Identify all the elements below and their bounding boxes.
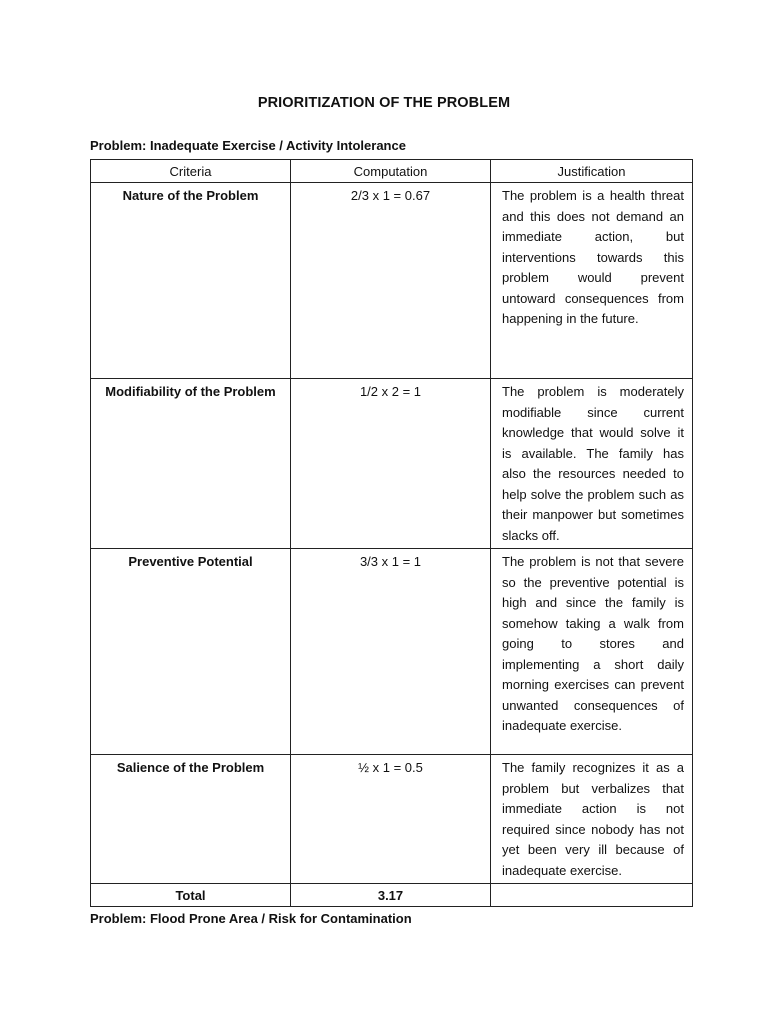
total-value: 3.17 — [291, 884, 491, 907]
justification-cell — [491, 755, 693, 884]
criteria-cell: Modifiability of the Problem — [91, 379, 291, 549]
header-justification: Justification — [491, 160, 693, 183]
criteria-cell: Salience of the Problem — [91, 755, 291, 884]
criteria-cell: Nature of the Problem — [91, 183, 291, 379]
table-header-row — [91, 160, 693, 183]
header-computation: Computation — [291, 160, 491, 183]
justification-text: The family recognizes it as a problem but verbalizes that immediate action is not required since nobody has not yet been very ill because of inadequate exercise. — [502, 760, 684, 878]
justification-text: The problem is not that severe so the preventive potential is high and since the family is somehow taking a walk from going to stores and implementing a short daily morning exercises can prevent unwanted consequences of inadequate exercise. — [502, 554, 684, 733]
table-row — [91, 549, 693, 755]
table-row — [91, 755, 693, 884]
computation-cell: 3/3 x 1 = 1 — [291, 549, 491, 755]
justification-text: The problem is moderately modifiable since current knowledge that would solve it is available. The family has also the resources needed to help solve the problem such as their manpower but sometimes slacks off. — [502, 384, 684, 543]
problem-statement-2: Problem: Flood Prone Area / Risk for Contamination — [90, 911, 412, 926]
header-criteria: Criteria — [91, 160, 291, 183]
total-justification — [491, 884, 693, 907]
prioritization-table — [90, 159, 693, 907]
justification-cell — [491, 183, 693, 379]
justification-text: The problem is a health threat and this does not demand an immediate action, but interventions towards this problem would prevent untoward consequences from happening in the future. — [502, 188, 684, 326]
criteria-cell: Preventive Potential — [91, 549, 291, 755]
computation-cell: 1/2 x 2 = 1 — [291, 379, 491, 549]
total-label: Total — [91, 884, 291, 907]
table-row — [91, 379, 693, 549]
total-row — [91, 884, 693, 907]
justification-cell — [491, 549, 693, 755]
problem-statement-1: Problem: Inadequate Exercise / Activity Intolerance — [90, 138, 406, 153]
computation-cell: ½ x 1 = 0.5 — [291, 755, 491, 884]
page-title: PRIORITIZATION OF THE PROBLEM — [257, 95, 511, 111]
table-row — [91, 183, 693, 379]
justification-cell — [491, 379, 693, 549]
computation-cell: 2/3 x 1 = 0.67 — [291, 183, 491, 379]
